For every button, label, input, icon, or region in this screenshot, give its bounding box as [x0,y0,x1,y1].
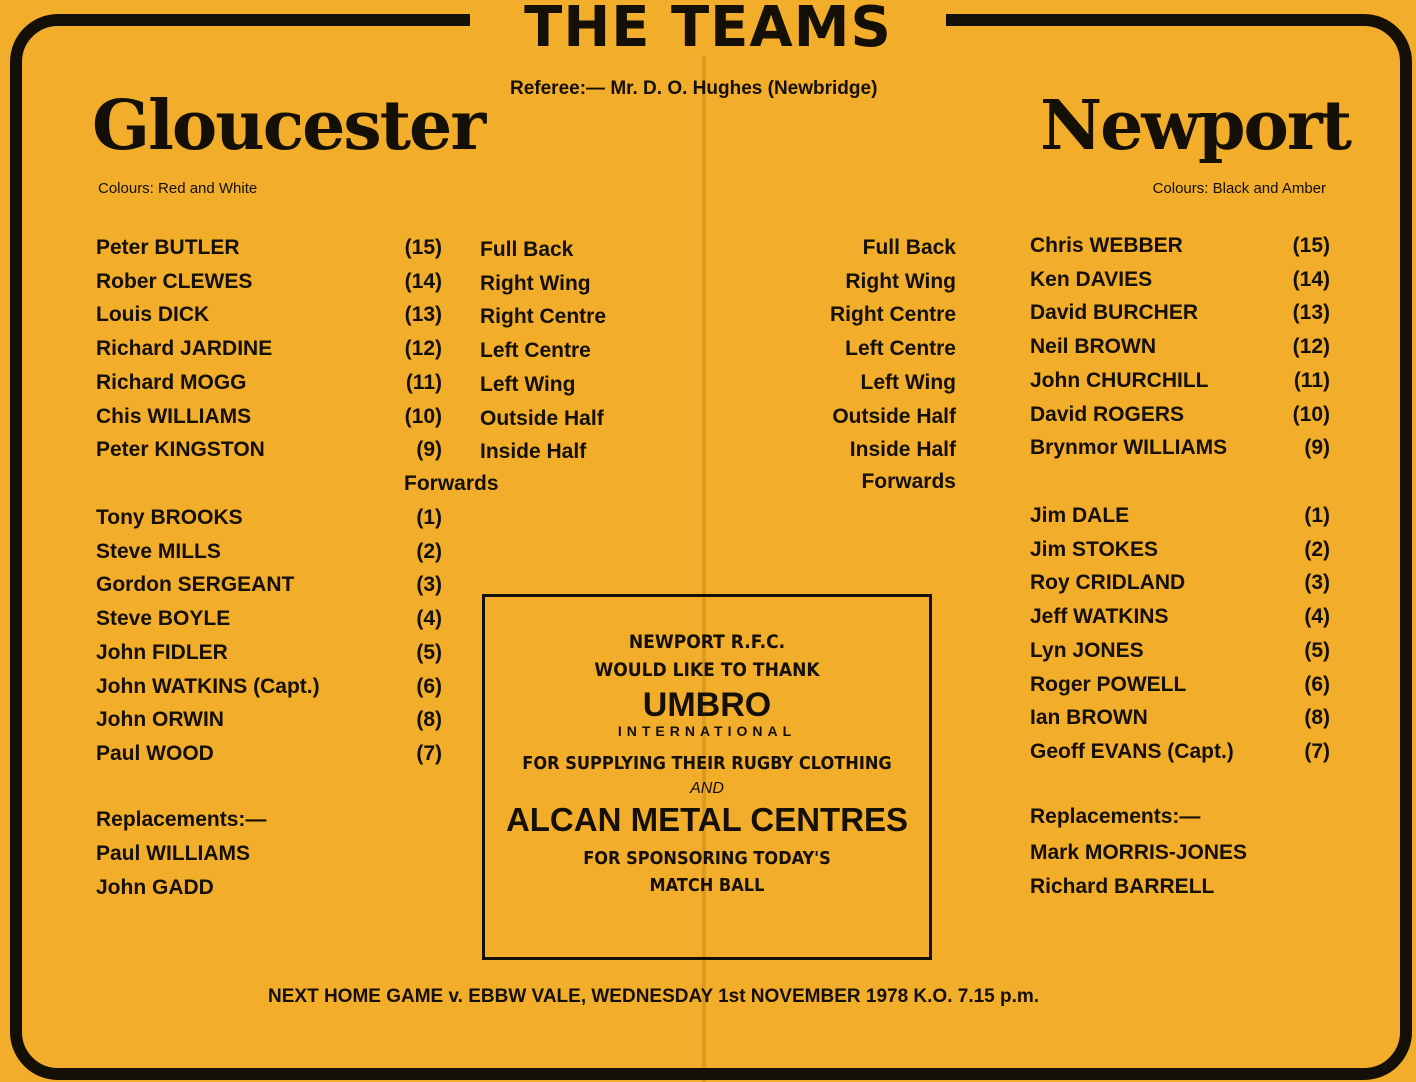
away-position-label: Left Centre [845,337,956,361]
home-player-number: (14) [404,269,442,293]
home-player-number: (7) [416,741,442,765]
referee-line: Referee:— Mr. D. O. Hughes (Newbridge) [510,78,878,99]
away-position-label: Left Wing [860,370,956,394]
title-banner [470,0,946,60]
home-player-number: (5) [416,640,442,664]
away-player-number: (6) [1304,672,1330,696]
away-player-number: (8) [1304,706,1330,730]
away-player-number: (1) [1304,504,1330,527]
away-player-name: Roy CRIDLAND [1030,571,1186,595]
away-player-name: John CHURCHILL [1030,368,1209,392]
home-player-number: (9) [416,438,442,462]
home-player-name: Peter BUTLER [96,236,240,259]
home-replacement-name: Paul WILLIAMS [96,842,250,865]
home-player-number: (8) [416,708,442,732]
away-player-number: (5) [1304,638,1330,662]
home-player-name: Gordon SERGEANT [96,573,295,597]
away-player-name: Jim DALE [1030,504,1130,527]
home-player-name: Rober CLEWES [96,269,253,293]
next-home-game: NEXT HOME GAME v. EBBW VALE, WEDNESDAY 1st NOVEMBER 1978 K.O. 7.15 p.m. [268,986,1040,1007]
home-position-label: Outside Half [480,406,604,430]
home-position-label: Inside Half [480,440,587,464]
away-player-number: (3) [1304,571,1330,595]
home-player-name: Steve BOYLE [96,607,231,631]
sponsor-brand-alcan: ALCAN METAL CENTRES [505,801,909,838]
home-player-name: Tony BROOKS [96,506,243,529]
away-player-name: Lyn JONES [1030,638,1144,662]
away-player-name: David BURCHER [1030,301,1199,325]
away-position-label: Outside Half [832,404,956,428]
home-player-number: (13) [404,303,442,327]
away-player-name: David ROGERS [1030,402,1185,426]
away-position-label: Inside Half [849,438,956,462]
home-team-name: Gloucester [92,86,485,166]
sponsor-brand-umbro: UMBRO [642,686,772,724]
sponsor-line-5: MATCH BALL [649,875,765,896]
home-player-name: John ORWIN [96,708,224,732]
sponsor-box [482,594,932,960]
away-player-name: Neil BROWN [1030,335,1156,359]
away-player-number: (7) [1304,739,1330,763]
sponsor-line-3: FOR SUPPLYING THEIR RUGBY CLOTHING [522,753,892,774]
sponsor-brand-umbro-sub: INTERNATIONAL [617,723,797,739]
home-player-name: Paul WOOD [96,741,214,765]
home-player-number: (10) [404,404,442,428]
home-position-label: Right Wing [480,271,591,295]
home-player-number: (2) [416,539,442,563]
away-player-name: Jim STOKES [1030,537,1158,561]
away-player-number: (10) [1292,402,1330,426]
home-player-number: (4) [416,607,442,631]
home-replacement-name: John GADD [96,875,214,899]
home-position-label: Left Wing [480,372,576,396]
away-player-number: (4) [1304,605,1330,629]
home-player-number: (1) [416,506,442,529]
away-position-label: Full Back [862,236,956,259]
sponsor-line-1: NEWPORT R.F.C. [628,631,786,653]
away-player-name: Chris WEBBER [1030,234,1183,257]
home-player-name: Peter KINGSTON [96,438,265,462]
away-player-name: Brynmor WILLIAMS [1030,436,1228,460]
away-player-number: (13) [1292,301,1330,325]
away-team-colours: Colours: Black and Amber [1152,180,1326,197]
away-player-number: (2) [1304,537,1330,561]
home-player-name: John WATKINS (Capt.) [96,674,320,698]
home-player-name: Louis DICK [96,303,210,327]
home-player-number: (6) [416,674,442,698]
away-player-number: (11) [1293,368,1330,392]
sponsor-line-2: WOULD LIKE TO THANK [594,659,820,681]
away-forwards-label: Forwards [861,470,956,493]
home-team-colours: Colours: Red and White [98,180,258,197]
away-player-name: Ken DAVIES [1030,267,1153,291]
home-position-label: Right Centre [480,305,606,329]
away-replacement-name: Richard BARRELL [1030,874,1215,898]
away-position-label: Right Wing [845,269,956,293]
home-position-label: Left Centre [480,339,591,363]
home-player-number: (15) [404,236,442,259]
away-position-label: Right Centre [830,303,956,327]
away-player-name: Roger POWELL [1030,672,1187,696]
home-player-name: Steve MILLS [96,539,221,563]
away-player-name: Ian BROWN [1030,706,1148,730]
home-player-name: John FIDLER [96,640,228,664]
home-replacements-label: Replacements:— [96,808,267,831]
home-player-number: (3) [416,573,442,597]
away-player-name: Geoff EVANS (Capt.) [1030,739,1234,763]
home-forwards-label: Forwards [404,472,499,495]
home-player-name: Chis WILLIAMS [96,404,252,428]
sponsor-and: AND [690,780,724,797]
home-player-number: (11) [405,370,442,394]
away-player-name: Jeff WATKINS [1030,605,1169,629]
page-title: THE TEAMS [524,0,892,60]
away-player-number: (12) [1292,335,1330,359]
away-replacement-name: Mark MORRIS-JONES [1030,841,1248,864]
sponsor-line-4: FOR SPONSORING TODAY'S [583,848,831,869]
away-team-name: Newport [1040,86,1351,166]
away-replacements-label: Replacements:— [1030,805,1201,828]
home-position-label: Full Back [480,238,574,261]
home-player-name: Richard JARDINE [96,337,273,361]
away-player-number: (14) [1292,267,1330,291]
away-player-number: (9) [1304,436,1330,460]
home-player-name: Richard MOGG [96,370,247,394]
home-player-number: (12) [404,337,442,361]
away-player-number: (15) [1292,234,1330,257]
